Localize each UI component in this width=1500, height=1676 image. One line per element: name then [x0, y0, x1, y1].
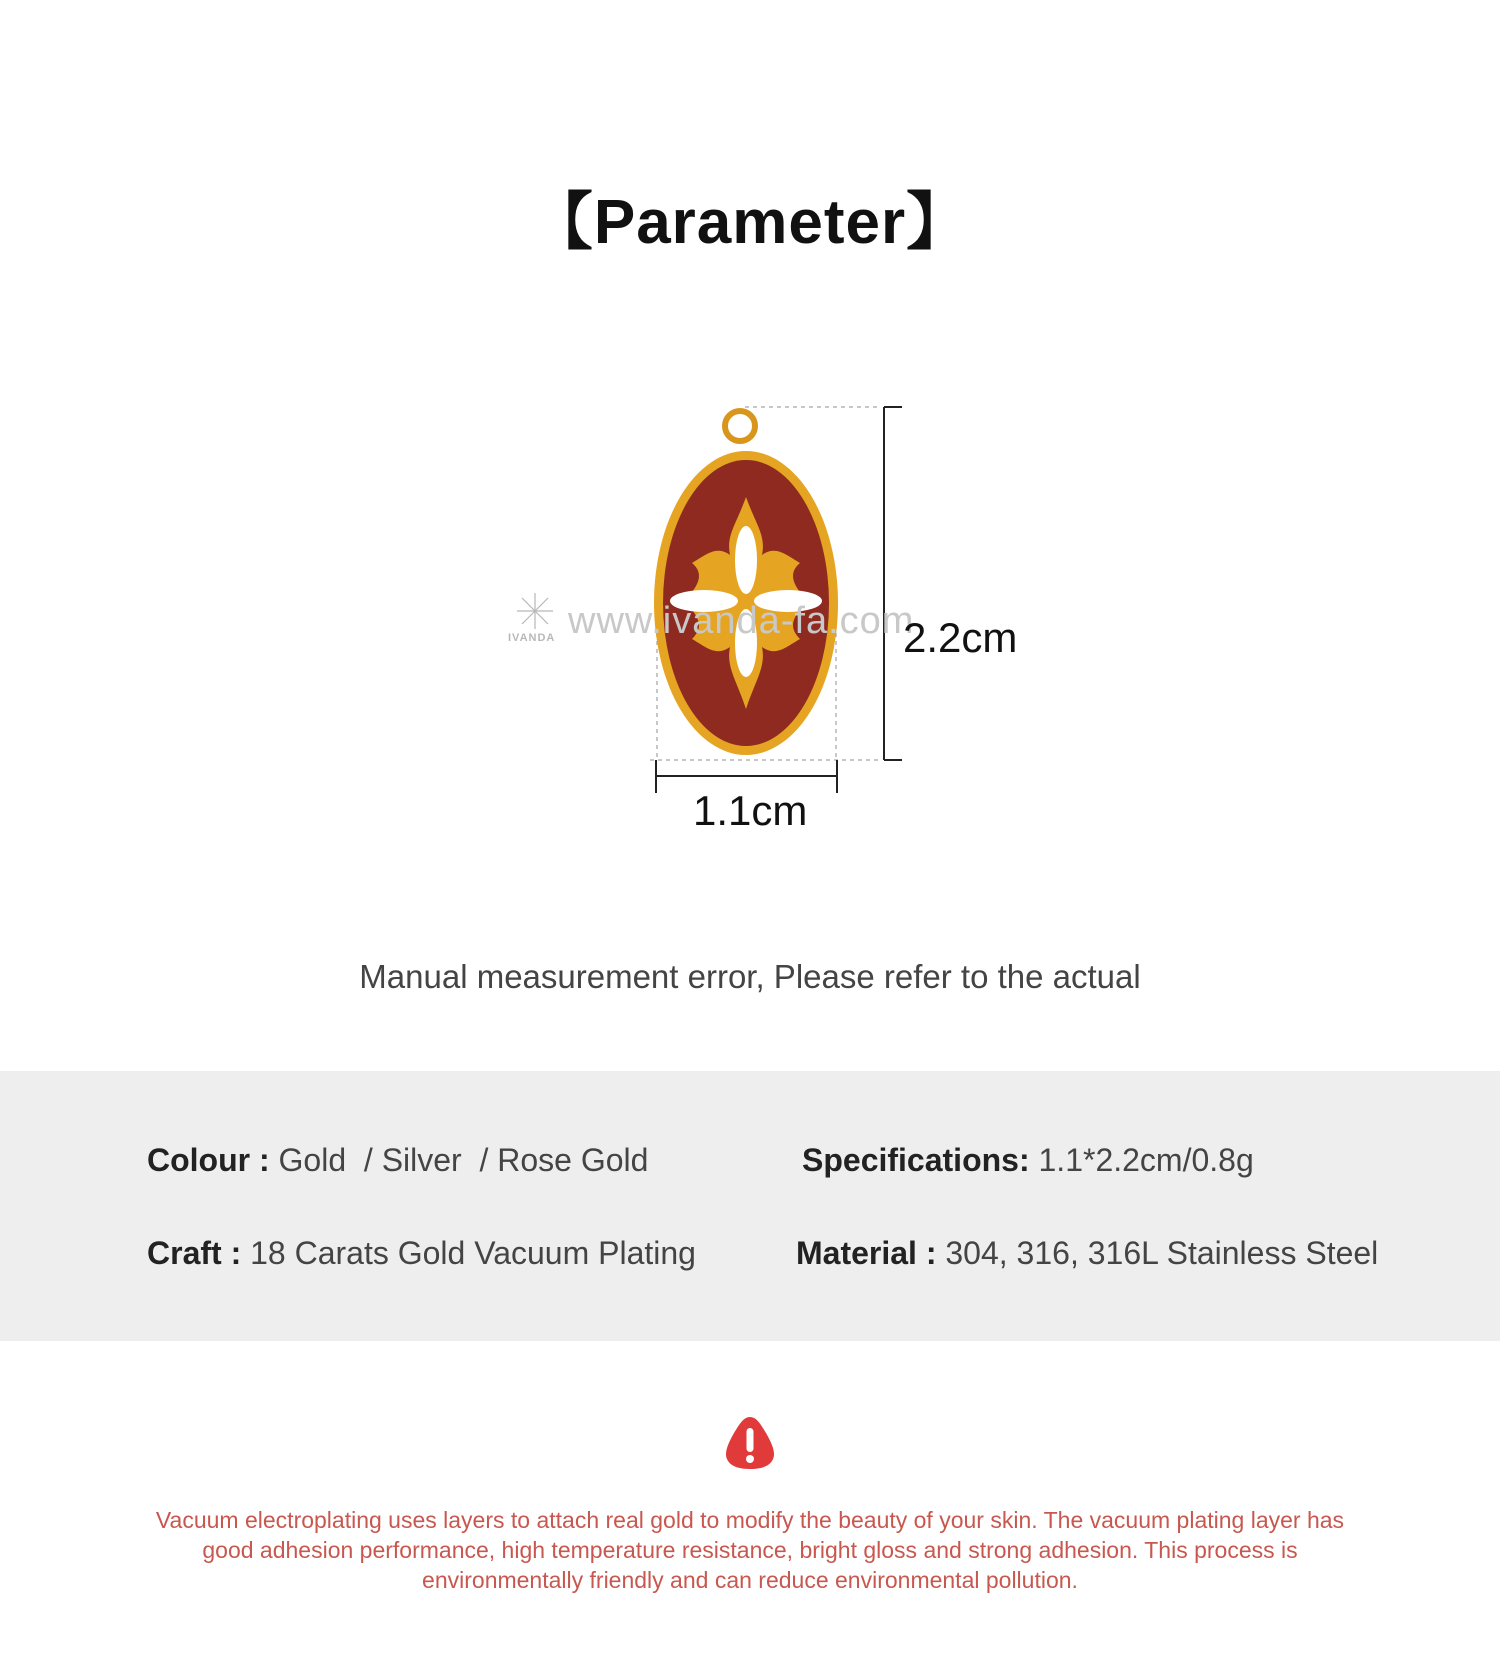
- page-title: 【Parameter】: [530, 188, 970, 257]
- height-label: 2.2cm: [903, 614, 1018, 661]
- warning-icon: [722, 1415, 778, 1471]
- spec-material-value: 304, 316, 316L Stainless Steel: [945, 1235, 1379, 1271]
- watermark-text: www.ivanda-fa.com: [568, 600, 915, 642]
- spec-specifications: [802, 1142, 1254, 1179]
- spec-colour-value: Gold / Silver / Rose Gold: [278, 1142, 649, 1178]
- watermark-brand: IVANDA: [508, 632, 556, 644]
- bail-ring: [725, 411, 755, 441]
- width-label: 1.1cm: [693, 787, 808, 834]
- spec-panel: [0, 1071, 1500, 1341]
- spec-colour-label: Colour :: [147, 1142, 270, 1178]
- measurement-note: Manual measurement error, Please refer to the actual: [359, 958, 1141, 995]
- spec-craft: [147, 1235, 696, 1272]
- spec-craft-label: Craft :: [147, 1235, 242, 1271]
- spec-specifications-value: 1.1*2.2cm/0.8g: [1038, 1142, 1254, 1178]
- spec-colour: [147, 1142, 648, 1179]
- spec-specifications-label: Specifications:: [802, 1142, 1030, 1178]
- watermark-logo-star: [517, 593, 553, 629]
- height-dimension-bar: [884, 407, 902, 760]
- spec-material: [796, 1235, 1378, 1272]
- spec-craft-value: 18 Carats Gold Vacuum Plating: [250, 1235, 696, 1271]
- plating-description: Vacuum electroplating uses layers to attach real gold to modify the beauty of your skin. The vacuum plating layer has good adhesion performance, high temperature resistance, bright gloss and strong adhesion. This process is environmentally friendly and can reduce environmental pollution.: [155, 1507, 1345, 1593]
- spec-material-label: Material :: [796, 1235, 937, 1271]
